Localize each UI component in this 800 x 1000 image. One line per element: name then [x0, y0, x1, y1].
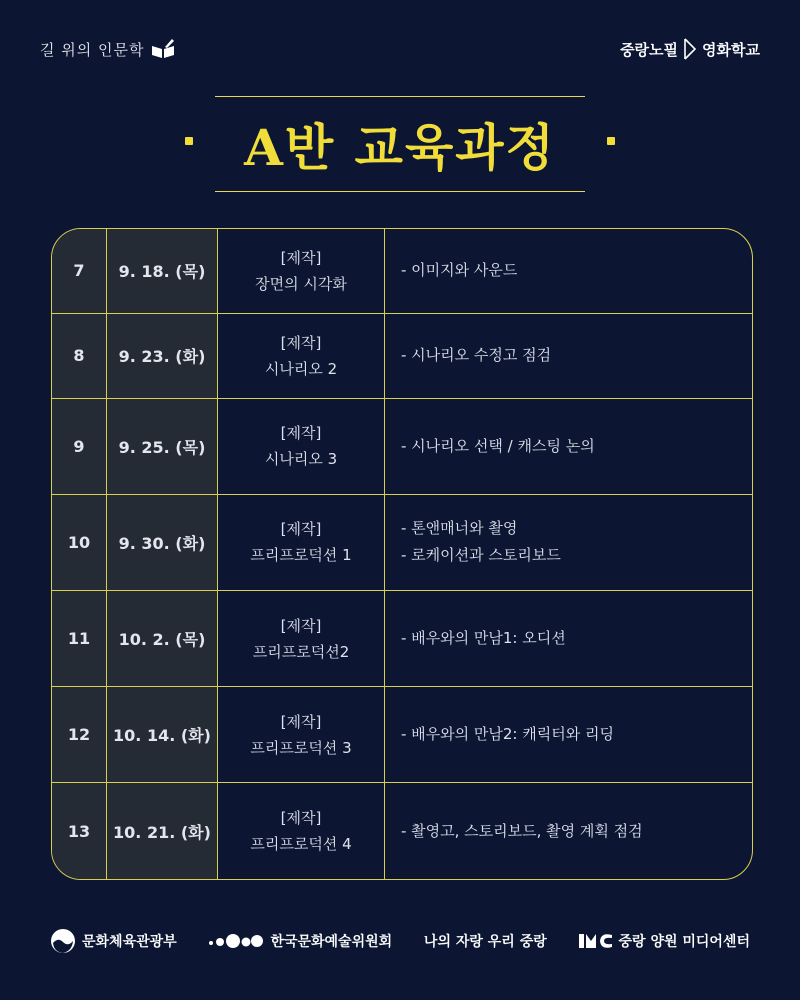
- table-row: [52, 687, 752, 783]
- session-description-item: - 배우와의 만남1: 오디션: [401, 629, 566, 648]
- footer-logo-mcst-label: 문화체육관광부: [82, 934, 177, 950]
- table-row: [52, 494, 752, 590]
- session-description-cell: [385, 398, 753, 494]
- session-number: 7: [52, 229, 107, 313]
- session-topic: 시나리오 2: [264, 359, 338, 378]
- session-description-item: - 시나리오 수정고 점검: [401, 346, 552, 365]
- session-category-cell: [218, 783, 385, 879]
- session-description-item: - 로케이션과 스토리보드: [401, 546, 561, 565]
- session-description-item: - 톤앤매너와 촬영: [401, 519, 518, 538]
- session-date: 10. 21. (화): [107, 783, 218, 879]
- partner-logo-right: 영화학교: [702, 40, 760, 59]
- taegeuk-emblem-icon: [50, 928, 76, 954]
- session-number: 12: [52, 687, 107, 783]
- session-number: 11: [52, 591, 107, 687]
- session-topic: 프리프로덕션 4: [250, 835, 352, 854]
- session-number: 8: [52, 313, 107, 398]
- session-category-cell: [218, 687, 385, 783]
- session-date: 9. 30. (화): [107, 494, 218, 590]
- session-description-cell: [385, 229, 753, 313]
- session-number: 10: [52, 494, 107, 590]
- session-description-cell: [385, 494, 753, 590]
- session-category-cell: [218, 313, 385, 398]
- table-row: [52, 229, 752, 313]
- session-date: 9. 18. (목): [107, 229, 218, 313]
- session-date: 10. 14. (화): [107, 687, 218, 783]
- page-title-box: [215, 96, 585, 192]
- bracket-divider-icon: [682, 38, 698, 60]
- session-description-item: - 배우와의 만남2: 캐릭터와 리딩: [401, 725, 614, 744]
- session-category-cell: [218, 591, 385, 687]
- title-right-dot: [607, 137, 615, 145]
- footer-logo-media-center: [579, 931, 750, 951]
- footer-logo-arko: [208, 931, 392, 951]
- session-topic: 프리프로덕션2: [252, 642, 350, 661]
- series-title-text: 길 위의 인문학: [40, 40, 145, 59]
- session-description-item: - 촬영고, 스토리보드, 촬영 계획 점검: [401, 821, 643, 840]
- footer-logo-jungnang-label: 나의 자랑 우리 중랑: [423, 934, 547, 950]
- session-category: [제작]: [280, 248, 322, 267]
- session-topic: 장면의 시각화: [255, 274, 347, 293]
- footer-logos: [50, 926, 750, 956]
- schedule-table: [51, 228, 753, 880]
- table-row: [52, 398, 752, 494]
- session-topic: 프리프로덕션 3: [250, 738, 352, 757]
- session-topic: 프리프로덕션 1: [250, 546, 352, 565]
- session-category: [제작]: [280, 333, 322, 352]
- session-description-cell: [385, 591, 753, 687]
- session-date: 9. 25. (목): [107, 398, 218, 494]
- session-date: 10. 2. (목): [107, 591, 218, 687]
- session-number: 9: [52, 398, 107, 494]
- session-category: [제작]: [280, 520, 322, 539]
- title-left-dot: [185, 137, 193, 145]
- book-pen-icon: [150, 38, 176, 60]
- table-row: [52, 313, 752, 398]
- page-title: A반 교육과정: [244, 118, 556, 177]
- footer-logo-media-center-label: 중랑 양원 미디어센터: [618, 934, 750, 950]
- session-description-cell: [385, 313, 753, 398]
- session-category-cell: [218, 398, 385, 494]
- session-description-item: - 시나리오 선택 / 캐스팅 논의: [401, 436, 595, 455]
- session-description-item: - 이미지와 사운드: [401, 261, 518, 280]
- series-title: [40, 38, 176, 60]
- session-category: [제작]: [280, 809, 322, 828]
- schedule-table-body: [52, 229, 752, 879]
- session-number: 13: [52, 783, 107, 879]
- table-row: [52, 591, 752, 687]
- session-category: [제작]: [280, 616, 322, 635]
- arko-dots-icon: [208, 931, 264, 951]
- session-date: 9. 23. (화): [107, 313, 218, 398]
- footer-logo-arko-label: 한국문화예술위원회: [270, 934, 393, 950]
- jmc-logo-icon: [579, 932, 613, 950]
- session-description-cell: [385, 687, 753, 783]
- session-topic: 시나리오 3: [264, 450, 338, 469]
- partner-logo-left: 중랑노필: [620, 40, 679, 59]
- session-description-cell: [385, 783, 753, 879]
- session-category: [제작]: [280, 424, 322, 443]
- table-row: [52, 783, 752, 879]
- footer-logo-jungnang: [424, 931, 547, 951]
- footer-logo-mcst: [50, 928, 177, 954]
- session-category-cell: [218, 229, 385, 313]
- partner-logo: [620, 38, 760, 60]
- session-category: [제작]: [280, 712, 322, 731]
- session-category-cell: [218, 494, 385, 590]
